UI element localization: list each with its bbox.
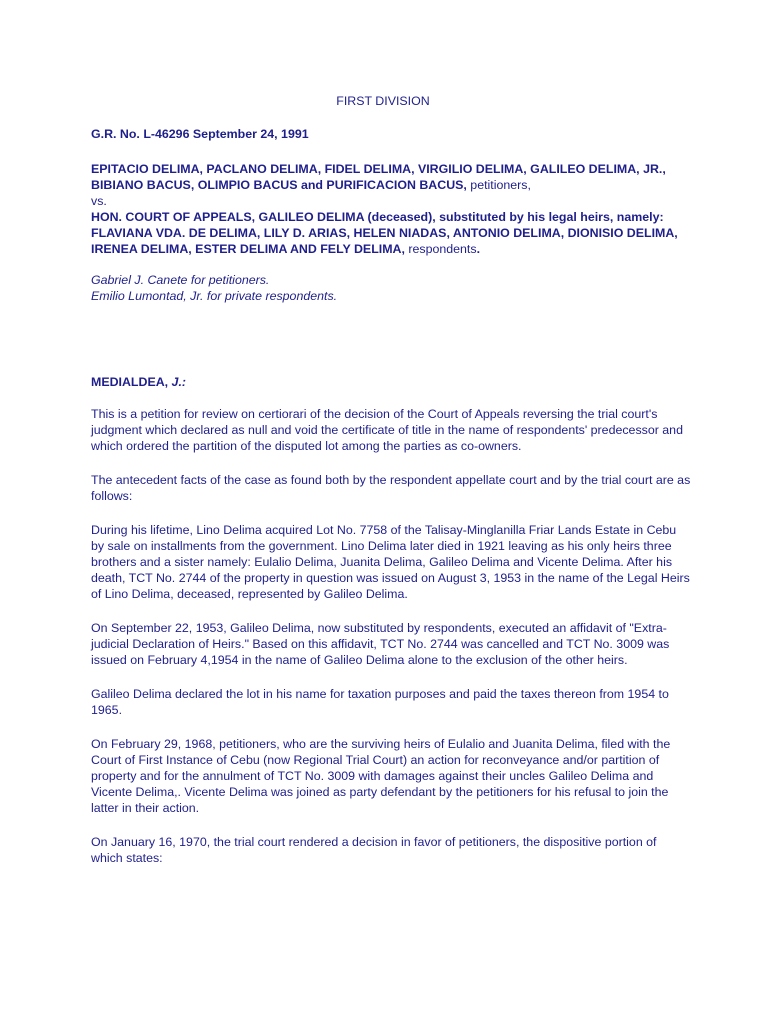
ponente <box>91 374 186 390</box>
paragraph: During his lifetime, Lino Delima acquired Lot No. 7758 of the Talisay-Minglanilla Friar Lands Estate in Cebu by sale on installments from the government. Lino Delima later died in 1921 leaving as his only heirs three brothers and a sister namely: Eulalio Delima, Juanita Delima, Galileo Delima and Vicente Delima. After his death, TCT No. 2744 of the property in question was issued on August 3, 1953 in the name of the Legal Heirs of Lino Delima, deceased, represented by Galileo Delima. <box>91 523 690 601</box>
paragraph: Galileo Delima declared the lot in his name for taxation purposes and paid the taxes thereon from 1954 to 1965. <box>91 687 669 717</box>
case-number: G.R. No. L-46296 September 24, 1991 <box>91 127 309 141</box>
petitioners-counsel: Gabriel J. Canete for petitioners. <box>91 273 270 287</box>
respondents-names: HON. COURT OF APPEALS, GALILEO DELIMA (deceased), substituted by his legal heirs, namely: FLAVIANA VDA. DE DELIMA, LILY D. ARIAS, HELEN NIADAS, ANTONIO DELIMA, DIONISIO DELIMA, IRENEA DELIMA, ESTER DELIMA AND FELY DELIMA, <box>91 210 678 256</box>
paragraph: On September 22, 1953, Galileo Delima, now substituted by respondents, executed an affidavit of "Extra-judicial Declaration of Heirs." Based on this affidavit, TCT No. 2744 was cancelled and TCT No. 3009 was issued on February 4,1954 in the name of Galileo Delima alone to the exclusion of the other heirs. <box>91 621 670 667</box>
respondents-label: respondents <box>404 242 477 256</box>
petitioners-label: petitioners, <box>466 178 531 192</box>
ponente-name: MEDIALDEA, <box>91 375 172 389</box>
decision-body <box>91 406 691 884</box>
ponente-title: J.: <box>171 375 187 389</box>
respondents-period: . <box>476 242 481 256</box>
paragraph: On February 29, 1968, petitioners, who are the surviving heirs of Eulalio and Juanita Delima, filed with the Court of First Instance of Cebu (now Regional Trial Court) an action for reconveyance and/or partition of property and for the annulment of TCT No. 3009 with damages against their uncles Galileo Delima and Vicente Delima,. Vicente Delima was joined as party defendant by the petitioners for his refusal to join the latter in their action. <box>91 737 671 815</box>
division-heading: FIRST DIVISION <box>336 94 430 108</box>
versus-label: vs. <box>91 194 107 208</box>
counsel-block <box>91 272 337 304</box>
paragraph: On January 16, 1970, the trial court rendered a decision in favor of petitioners, the dispositive portion of which states: <box>91 835 657 865</box>
petitioners-names: EPITACIO DELIMA, PACLANO DELIMA, FIDEL DELIMA, VIRGILIO DELIMA, GALILEO DELIMA, JR., BIBIANO BACUS, OLIMPIO BACUS and PURIFICACION BACUS, <box>91 162 666 192</box>
paragraph: The antecedent facts of the case as found both by the respondent appellate court and by the trial court are as follows: <box>91 473 691 503</box>
case-parties <box>91 161 691 257</box>
respondents-counsel: Emilio Lumontad, Jr. for private respondents. <box>91 289 338 303</box>
paragraph: This is a petition for review on certiorari of the decision of the Court of Appeals reversing the trial court's judgment which declared as null and void the certificate of title in the name of respondents' predecessor and which ordered the partition of the disputed lot among the parties as co-owners. <box>91 407 683 453</box>
